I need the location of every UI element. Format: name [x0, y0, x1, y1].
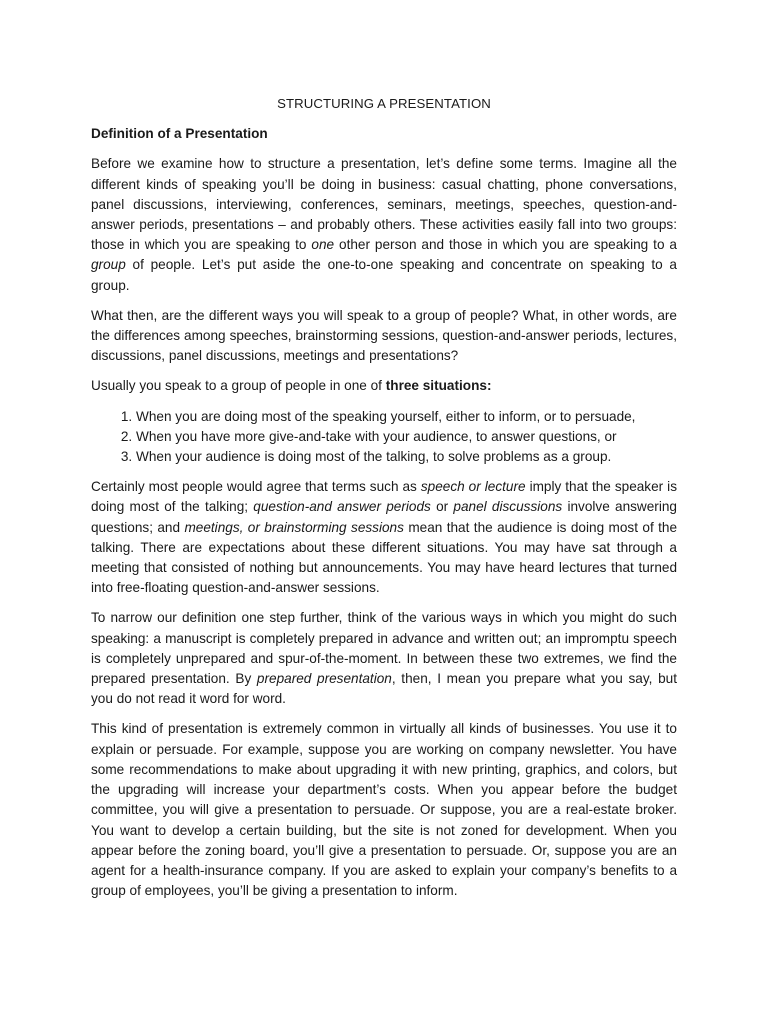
p3-text: Usually you speak to a group of people in one of [91, 378, 386, 394]
p4-text-d: involve answering questions; and [91, 499, 677, 535]
p4-text-e: mean that the audience is doing most of the talking. There are expectations about these different situations. You may have sat through a meeting that consisted of nothing but announcements. You may have heard lectures that turned into free-floating question-and-answer sessions. [91, 519, 678, 596]
p5-text-a: To narrow our definition one step further, think of the various ways in which you might do such speaking: a manuscript is completely prepared in advance and written out; an impromptu speech is completely unprepared and spur-of-the-moment. In between these two extremes, we find the prepared presentation. By [91, 610, 677, 687]
p1-emphasis-one: one [311, 237, 335, 253]
paragraph-5 [91, 608, 677, 709]
list-item: 2. When you have more give-and-take with your audience, to answer questions, or [136, 427, 677, 447]
p1-text-c: of people. Let’s put aside the one-to-one speaking and concentrate on speaking to a group. [91, 257, 677, 293]
p5-text-b: , then, I mean you prepare what you say, but you do not read it word for word. [91, 671, 677, 707]
paragraph-3 [91, 376, 677, 396]
paragraph-2: What then, are the different ways you will speak to a group of people? What, in other words, are the differences among speeches, brainstorming sessions, question-and-answer periods, lectures, discussions, panel discussions, meetings and presentations? [91, 307, 677, 364]
p4-emphasis-panel: panel discussions [453, 499, 563, 515]
p1-text-a: Before we examine how to structure a presentation, let’s define some terms. Imagine all the different kinds of speaking you’ll be doing in business: casual chatting, phone conversations, panel discussions, interviewing, conferences, seminars, meetings, speeches, question-and-answer periods, presentations – and probably others. These activities easily fall into two groups: those in which you are speaking to [91, 156, 677, 253]
page-title: STRUCTURING A PRESENTATION [277, 96, 491, 111]
situations-list [91, 407, 677, 468]
paragraph-1 [91, 154, 677, 295]
p4-emphasis-speech: speech or lecture [420, 479, 526, 495]
p1-text-b: other person and those in which you are speaking to a [334, 237, 677, 253]
p4-emphasis-qa: question-and answer periods [253, 499, 431, 515]
paragraph-6: This kind of presentation is extremely common in virtually all kinds of businesses. You use it to explain or persuade. For example, suppose you are working on company newsletter. You have some recommendations to make about upgrading it with new printing, graphics, and colors, but the upgrading will increase your department’s costs. When you appear before the budget committee, you will give a presentation to persuade. Or suppose, you are a real-estate broker. You want to develop a certain building, but the site is not zoned for development. When you appear before the zoning board, you’ll give a presentation to persuade. Or, suppose you are an agent for a health-insurance company. If you are asked to explain your company’s benefits to a group of employees, you’ll be giving a presentation to inform. [91, 721, 677, 899]
p4-text-a: Certainly most people would agree that terms such as [91, 479, 421, 495]
p1-emphasis-group: group [91, 257, 126, 273]
paragraph-4 [91, 477, 677, 598]
p4-text-b: imply that the speaker is doing most of the talking; [91, 479, 678, 515]
p3-bold-three-situations: three situations: [385, 378, 492, 394]
p4-text-c: or [430, 499, 454, 515]
p4-emphasis-meetings: meetings, or brainstorming sessions [184, 519, 404, 535]
list-item: 3. When your audience is doing most of the talking, to solve problems as a group. [136, 447, 677, 467]
list-item: 1. When you are doing most of the speaking yourself, either to inform, or to persuade, [136, 407, 677, 427]
section-heading: Definition of a Presentation [91, 126, 268, 142]
p5-emphasis-prepared: prepared presentation [256, 671, 392, 687]
